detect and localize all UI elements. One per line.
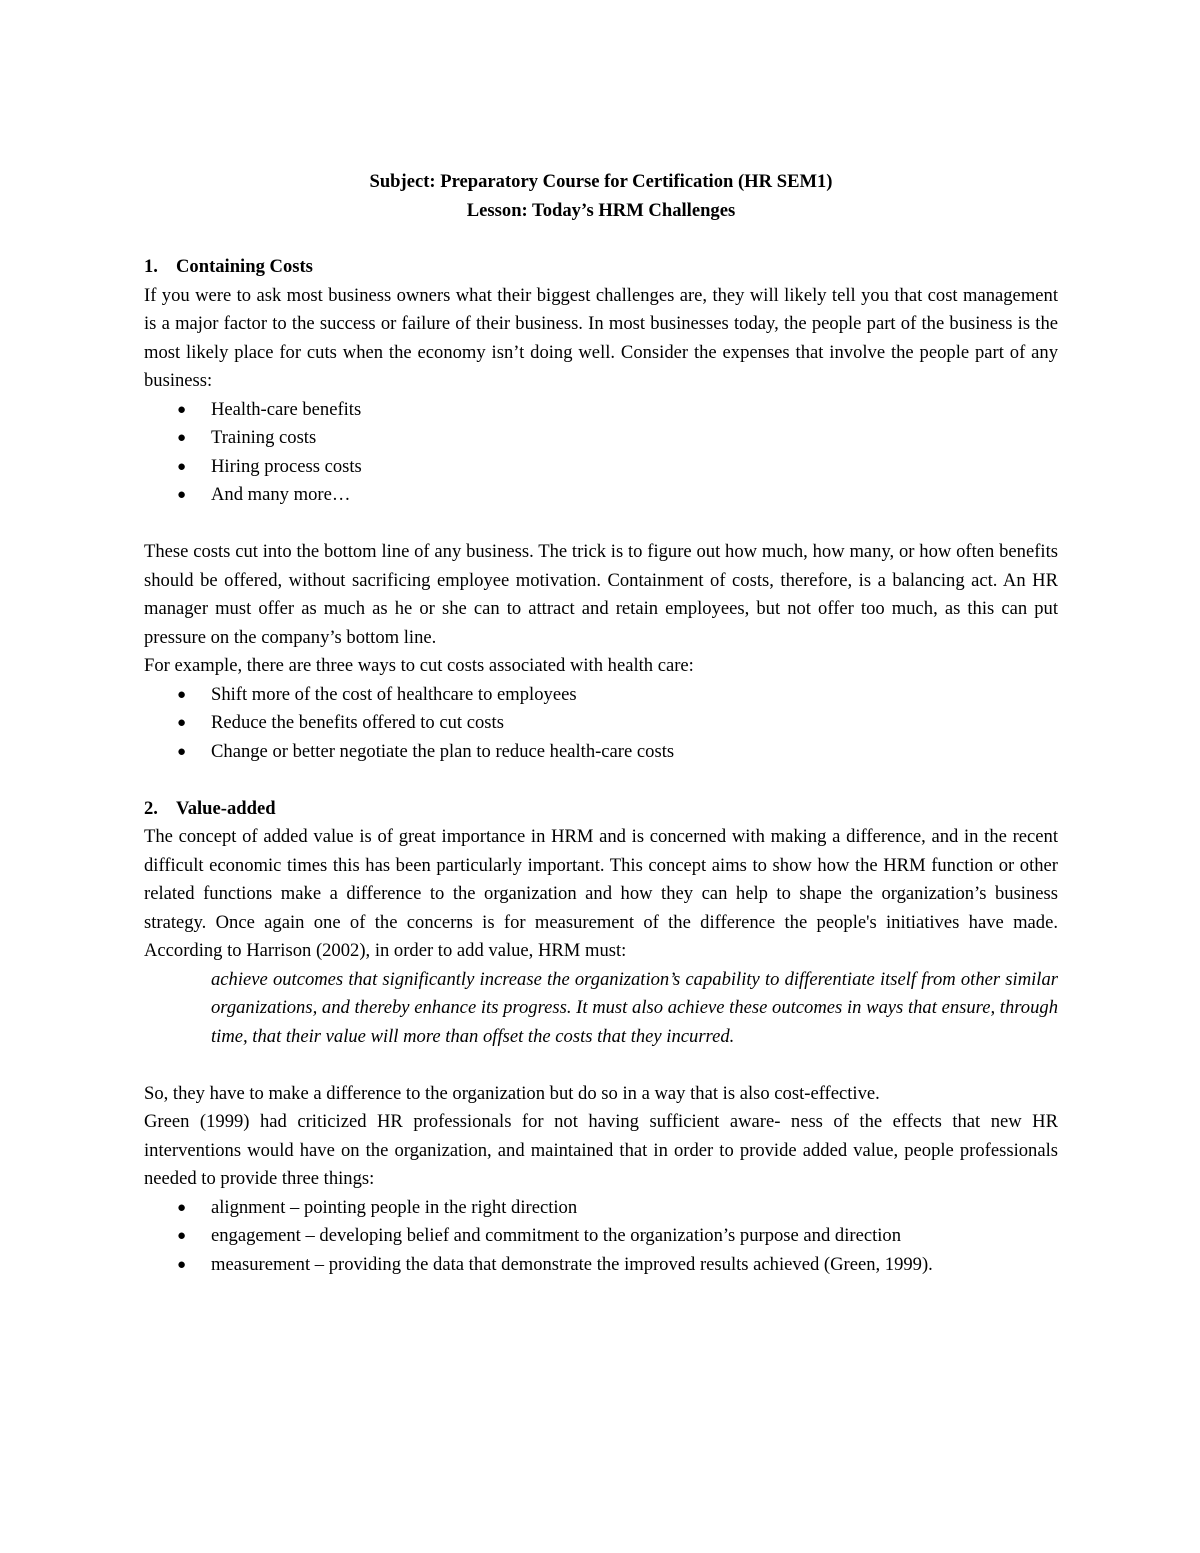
- bullet-icon: ●: [177, 1228, 187, 1244]
- list-item: ● And many more…: [144, 481, 1058, 510]
- section-2-intro: The concept of added value is of great importance in HRM and is concerned with making a difference, and in the recent difficult economic times this has been particularly important. This concept aims to show how the HRM function or other related functions make a difference to the organization and how they can help to shape the organization’s business strategy. Once again one of the concerns is for measurement of the difference the people's initiatives have made. According to Harrison (2002), in order to add value, HRM must:: [144, 826, 1058, 961]
- section-1-number: 1.: [144, 256, 158, 277]
- lesson-title: Lesson: Today’s HRM Challenges: [466, 199, 736, 221]
- bullet-icon: ●: [177, 715, 187, 731]
- section-2-title: Value-added: [176, 797, 276, 819]
- bullet-icon: ●: [177, 487, 187, 503]
- list-item: ● Health-care benefits: [144, 396, 1058, 425]
- list-item: ● Change or better negotiate the plan to reduce health-care costs: [144, 738, 1058, 767]
- section-2-number: 2.: [144, 797, 158, 819]
- document-page: [144, 168, 1058, 1279]
- list-item: ● engagement – developing belief and commitment to the organization’s purpose and direction: [144, 1222, 1058, 1251]
- health-ways-list: [144, 681, 1058, 767]
- list-item: ● measurement – providing the data that demonstrate the improved results achieved (Green, 1999).: [144, 1251, 1058, 1280]
- section-1-intro: If you were to ask most business owners what their biggest challenges are, they will likely tell you that cost management is a major factor to the success or failure of their business. In most businesses today, the people part of the business is the most likely place for cuts when the economy isn’t doing well. Consider the expenses that involve the people part of any business:: [144, 284, 1058, 391]
- bullet-icon: ●: [177, 430, 187, 446]
- bullet-icon: ●: [177, 743, 187, 760]
- list-item: ● Reduce the benefits offered to cut costs: [144, 709, 1058, 738]
- harrison-quote: achieve outcomes that significantly increase the organization’s capability to differentiate itself from other similar organizations, and thereby enhance its progress. It must also achieve these outcomes in ways that ensure, through time, that their value will more than offset the costs that they incurred.: [211, 968, 1058, 1047]
- section-2-heading: [144, 795, 1058, 824]
- section-1-heading: [144, 253, 1058, 282]
- section-2-paragraph-2: So, they have to make a difference to the organization but do so in a way that is also cost-effective.: [144, 1082, 880, 1104]
- section-1-title: Containing Costs: [176, 256, 313, 277]
- three-things-list: [144, 1194, 1058, 1280]
- expenses-list: [144, 396, 1058, 510]
- bullet-icon: ●: [177, 1199, 187, 1216]
- section-1-paragraph-2: These costs cut into the bottom line of any business. The trick is to figure out how much, how many, or how often benefits should be offered, without sacrificing employee motivation. Containment of costs, therefore, is a balancing act. An HR manager must offer as much as he or she can to attract and retain employees, but not offer too much, as this can put pressure on the company’s bottom line.: [144, 541, 1058, 648]
- list-item: ● alignment – pointing people in the right direction: [144, 1194, 1058, 1223]
- bullet-icon: ●: [177, 1256, 187, 1273]
- bullet-icon: ●: [177, 686, 187, 703]
- list-item: ● Hiring process costs: [144, 453, 1058, 482]
- list-item: ● Shift more of the cost of healthcare to employees: [144, 681, 1058, 710]
- bullet-icon: ●: [177, 458, 187, 475]
- list-item: ● Training costs: [144, 424, 1058, 453]
- bullet-icon: ●: [177, 401, 187, 418]
- section-2-paragraph-3: Green (1999) had criticized HR professionals for not having sufficient aware- ness of the effects that new HR interventions would have on the organization, and maintained that in order to provide added value, people professionals needed to provide three things:: [144, 1111, 1058, 1189]
- subject-title: Subject: Preparatory Course for Certification (HR SEM1): [369, 171, 833, 192]
- section-1-paragraph-3: For example, there are three ways to cut costs associated with health care:: [144, 655, 694, 676]
